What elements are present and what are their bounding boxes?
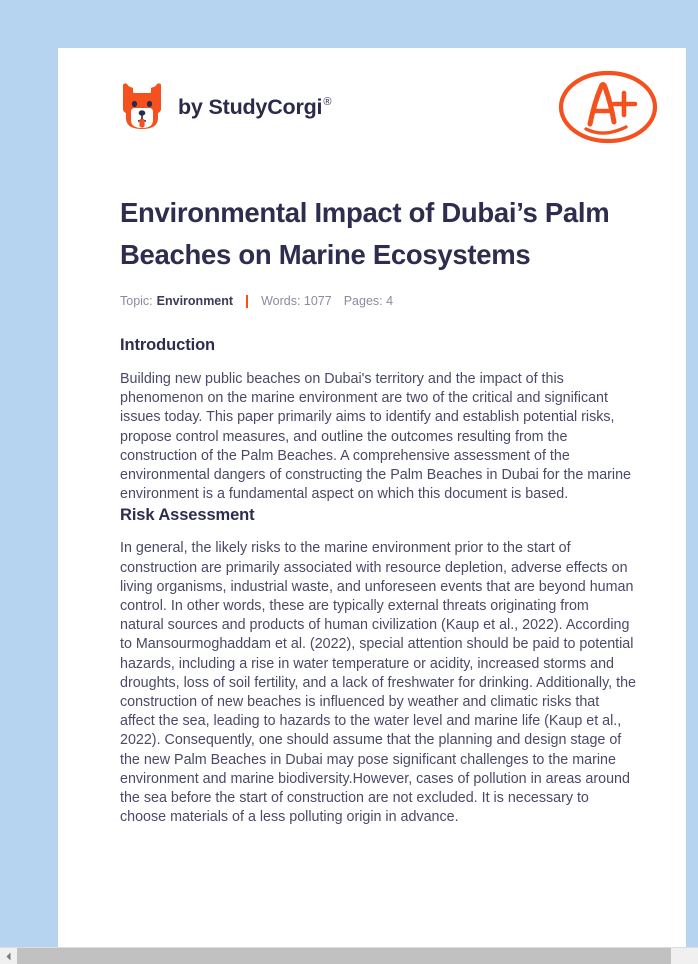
topic-label: Topic:: [120, 294, 153, 308]
meta-separator: [246, 295, 248, 308]
brand-header: [120, 48, 674, 148]
section-heading-risk-assessment: Risk Assessment: [120, 506, 255, 525]
document-meta: [120, 294, 674, 308]
registered-trademark-icon: ®: [323, 96, 332, 109]
section-heading-introduction: Introduction: [120, 336, 216, 354]
corgi-face-icon: [120, 82, 164, 132]
word-count: Words: 1077: [261, 294, 332, 308]
brand-by-label: by: [178, 94, 209, 119]
document-sheet: [58, 48, 686, 948]
page-count: Pages: 4: [343, 294, 394, 308]
topic-link[interactable]: Environment: [156, 294, 234, 308]
scrollbar-thumb[interactable]: [17, 948, 671, 964]
scroll-left-button[interactable]: [0, 948, 17, 964]
section-body-introduction: Building new public beaches on Dubai's territory and the impact of this phenomenon on the marine environment are two of the critical and significant issues today. This paper primarily aims to identify and establish potential risks, propose control measures, and outline the outcomes resulting from the construction of the Palm Beaches. A comprehensive assessment of the environmental dangers of constructing the Palm Beaches in Dubai for the marine environment is a fundamental aspect on which this document is based.: [120, 371, 631, 503]
horizontal-scrollbar[interactable]: [0, 947, 698, 964]
brand-logo-group[interactable]: [120, 82, 331, 132]
chevron-left-icon: [5, 952, 12, 961]
brand-name: StudyCorgi: [208, 94, 323, 119]
section-body-risk-assessment: In general, the likely risks to the marine environment prior to the start of construction are primarily associated with resource depletion, adverse effects on living organisms, industrial waste, and unforeseen events that are beyond human control. In other words, these are typically external threats originating from natural sources and products of human civilization (Kaup et al., 2022). According to Mansourmoghaddam et al. (2022), special attention should be paid to potential hazards, including a rise in water temperature or acidity, increased storms and droughts, loss of soil fertility, and a lack of freshwater for drinking. Additionally, the construction of new beaches is influenced by weather and climatic risks that affect the sea, leading to hazards to the water level and marine life (Kaup et al., 2022). Consequently, one should assume that the planning and design stage of the new Palm Beaches in Dubai may pose significant challenges to the marine environment and marine biodiversity.However, cases of pollution in areas around the sea before the start of construction are not excluded. It is necessary to choose materials of a less polluting origin in advance.: [120, 540, 636, 826]
brand-wordmark: [178, 95, 331, 120]
scrollbar-track[interactable]: [17, 948, 698, 964]
a-plus-grade-badge-icon: [556, 66, 660, 148]
page-title: Environmental Impact of Dubai’s Palm Beaches on Marine Ecosystems: [120, 197, 610, 270]
